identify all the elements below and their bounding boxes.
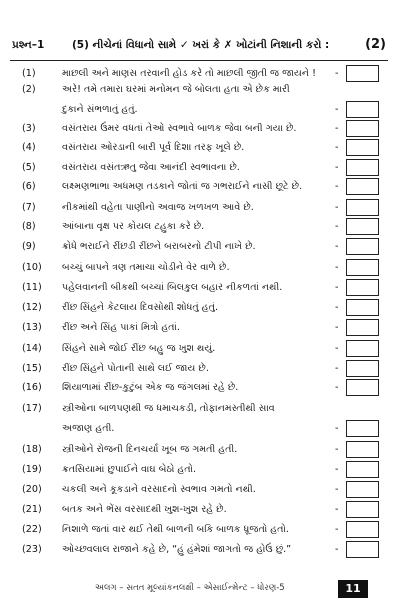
statement-number: (1) bbox=[22, 68, 36, 79]
dash-separator: - bbox=[335, 221, 339, 232]
statement-text: બચ્ચું બાપને ત્રણ તમાચા ચોડીને વેર વાળે છે. bbox=[62, 262, 230, 273]
statement-number: (6) bbox=[22, 181, 36, 192]
question-header bbox=[12, 36, 396, 56]
answer-box[interactable] bbox=[346, 340, 379, 357]
question-number: પ્રશ્ન–1 bbox=[12, 39, 45, 51]
statement-text: લક્ષ્મણભાભા અધમણ તડકાને જોતાં જ ગભરાઈને નાસી છૂટે છે. bbox=[62, 181, 303, 192]
statement-number: (5) bbox=[22, 162, 36, 173]
statement-text-continued: દુકાને સંભળાતું હતું. bbox=[62, 104, 138, 115]
statement-text: નિશાળે જતાં વાર થઈ તેથી બાળની બકિ બાળક ધ્રૂજતો હતો. bbox=[62, 524, 289, 535]
page-footer bbox=[0, 580, 404, 598]
statement-text: અરે! તમે તમારા ઘરમાં મનોમન જે બોલતા હતા એ છેક મારી bbox=[62, 84, 290, 95]
statement-text: પહેલવાનની બીકથી બચ્ચાં બિલકુલ બહાર નીકળતાં નથી. bbox=[62, 282, 283, 293]
statement-text: ક્રતસિયામાં છુપાઈને વાઘ બેઠો હતો. bbox=[62, 464, 197, 475]
dash-separator: - bbox=[335, 423, 339, 434]
statement-number: (18) bbox=[22, 444, 42, 455]
statement-text-continued: અજાણ હતી. bbox=[62, 423, 115, 434]
page-number: 11 bbox=[338, 580, 368, 598]
dash-separator: - bbox=[335, 484, 339, 495]
answer-box[interactable] bbox=[346, 541, 379, 558]
statement-text: સ્ત્રીઓને રોજની દિનચર્યા ખૂબ જ ગમતી હતી. bbox=[62, 444, 238, 455]
dash-separator: - bbox=[335, 123, 339, 134]
statement-number: (2) bbox=[22, 84, 36, 95]
statement-number: (7) bbox=[22, 202, 36, 213]
statement-text: રીંછ સિંહને પોતાની સાથે લઈ જાય છે. bbox=[62, 363, 209, 374]
answer-box[interactable] bbox=[346, 218, 379, 235]
dash-separator: - bbox=[335, 464, 339, 475]
dash-separator: - bbox=[335, 544, 339, 555]
statement-text: બતક અને ભેંસ વરસાદથી ખુશ-ખુશ રહે છે. bbox=[62, 504, 227, 515]
dash-separator: - bbox=[335, 322, 339, 333]
statement-number: (4) bbox=[22, 142, 36, 153]
statement-number: (9) bbox=[22, 241, 36, 252]
answer-box[interactable] bbox=[346, 420, 379, 437]
statement-number: (3) bbox=[22, 123, 36, 134]
answer-box[interactable] bbox=[346, 139, 379, 156]
answer-box[interactable] bbox=[346, 521, 379, 538]
answer-box[interactable] bbox=[346, 65, 379, 82]
dash-separator: - bbox=[335, 262, 339, 273]
answer-box[interactable] bbox=[346, 461, 379, 478]
statement-text: રીંછ સિંહને કેટલાય દિવસોથી શોધતું હતું. bbox=[62, 302, 219, 313]
statement-number: (17) bbox=[22, 403, 42, 414]
statement-number: (12) bbox=[22, 302, 42, 313]
statement-number: (8) bbox=[22, 221, 36, 232]
question-instruction: (5) નીચેનાં વિધાનો સામે ✓ ખરાં કે ✗ ખોટાંની નિશાની કરો : bbox=[72, 39, 330, 51]
statement-text: રીંછ અને સિંહ પાકાં મિત્રો હતાં. bbox=[62, 322, 180, 333]
answer-box[interactable] bbox=[346, 299, 379, 316]
dash-separator: - bbox=[335, 444, 339, 455]
statement-text: નીકમાંથી વહેતા પાણીનો અવાજ ખળખળ આવે છે. bbox=[62, 202, 254, 213]
statement-number: (23) bbox=[22, 544, 42, 555]
statement-number: (14) bbox=[22, 343, 42, 354]
answer-box[interactable] bbox=[346, 360, 379, 377]
answer-box[interactable] bbox=[346, 178, 379, 195]
statement-number: (15) bbox=[22, 363, 42, 374]
dash-separator: - bbox=[335, 282, 339, 293]
question-marks: (2) bbox=[365, 37, 386, 52]
answer-box[interactable] bbox=[346, 441, 379, 458]
statement-text: ઓચ્છવલાલ રાજાને કહે છે, “હું હંમેશાં જાગતો જ હોઉં છું.” bbox=[62, 544, 292, 555]
answer-box[interactable] bbox=[346, 319, 379, 336]
dash-separator: - bbox=[335, 302, 339, 313]
footer-text: અલગ – સતત મૂલ્યાંકનલક્ષી – એસાઈન્મેન્ટ – ધોરણ-5 bbox=[95, 583, 285, 593]
statement-text: વસંતરાય વસંતઋતુ જેવા આનંદી સ્વભાવના છે. bbox=[62, 162, 240, 173]
dash-separator: - bbox=[335, 104, 339, 115]
dash-separator: - bbox=[335, 68, 339, 79]
answer-box[interactable] bbox=[346, 159, 379, 176]
answer-box[interactable] bbox=[346, 259, 379, 276]
answer-box[interactable] bbox=[346, 238, 379, 255]
header-divider bbox=[10, 60, 388, 61]
dash-separator: - bbox=[335, 142, 339, 153]
dash-separator: - bbox=[335, 504, 339, 515]
statement-number: (20) bbox=[22, 484, 42, 495]
answer-box[interactable] bbox=[346, 199, 379, 216]
statement-text: સ્ત્રીઓના બાળપણથી જ ધમાચકડી, તોફાનમસ્તીથી સાવ bbox=[62, 403, 275, 414]
statement-text: સિંહને સામે જોઈ રીંછ બહુ જ ખુશ થયું. bbox=[62, 343, 216, 354]
dash-separator: - bbox=[335, 162, 339, 173]
statement-number: (19) bbox=[22, 464, 42, 475]
dash-separator: - bbox=[335, 524, 339, 535]
statement-text: માછલી અને માણસ તરવાની હોડ કરે તો માછલી જીતી જ જાયને ! bbox=[62, 68, 316, 79]
dash-separator: - bbox=[335, 343, 339, 354]
dash-separator: - bbox=[335, 363, 339, 374]
statement-text: શિયાળામાં રીંછ-કુટુંબ એક જ જંગલમાં રહે છે. bbox=[62, 382, 239, 393]
statement-number: (11) bbox=[22, 282, 42, 293]
answer-box[interactable] bbox=[346, 481, 379, 498]
statement-number: (13) bbox=[22, 322, 42, 333]
dash-separator: - bbox=[335, 202, 339, 213]
statement-text: વસંતરાય ઉંમર વધતાં તેઓ સ્વભાવે બાળક જેવા બની ગયા છે. bbox=[62, 123, 297, 134]
statement-number: (10) bbox=[22, 262, 42, 273]
dash-separator: - bbox=[335, 382, 339, 393]
statement-number: (22) bbox=[22, 524, 42, 535]
answer-box[interactable] bbox=[346, 101, 379, 118]
dash-separator: - bbox=[335, 181, 339, 192]
statement-number: (16) bbox=[22, 382, 42, 393]
answer-box[interactable] bbox=[346, 120, 379, 137]
answer-box[interactable] bbox=[346, 379, 379, 396]
statement-text: ક્રોધે ભરાઈને રીંછડી રીંછને બરાબરનો ટીપી નાખે છે. bbox=[62, 241, 256, 252]
answer-box[interactable] bbox=[346, 279, 379, 296]
statement-text: ચકલી અને કૂકડાને વરસાદનો સ્વભાવ ગમતો નથી. bbox=[62, 484, 256, 495]
answer-box[interactable] bbox=[346, 501, 379, 518]
statement-number: (21) bbox=[22, 504, 42, 515]
dash-separator: - bbox=[335, 241, 339, 252]
statement-text: આંબાના વૃક્ષ પર કોયલ ટહુકા કરે છે. bbox=[62, 221, 205, 232]
statement-text: વસંતરાય ઓરડાની બારી પૂર્વ દિશા તરફ ખૂલે છે. bbox=[62, 142, 245, 153]
